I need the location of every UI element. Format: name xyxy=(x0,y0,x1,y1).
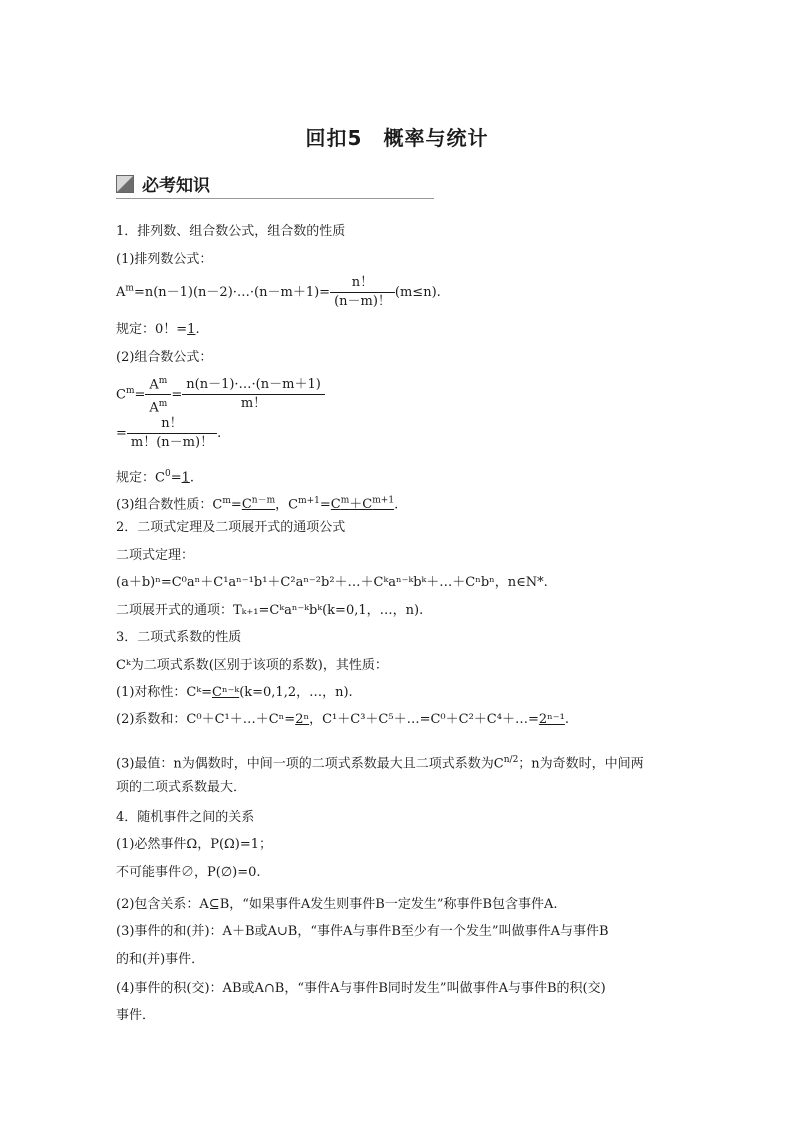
formula-part: = xyxy=(116,426,127,441)
text-line: (3)事件的和(并)：A＋B或A∪B，“事件A与事件B至少有一个发生”叫做事件A与事件B xyxy=(116,924,609,939)
fraction xyxy=(182,376,325,413)
answer-blank xyxy=(242,497,275,512)
text-part: ＋C xyxy=(349,497,373,513)
formula-sup: m xyxy=(125,386,135,396)
fraction-numerator: n！ xyxy=(161,416,183,431)
text-line: (2)包含关系：A⊆B，“如果事件A发生则事件B一定发生”称事件B包含事件A. xyxy=(116,897,558,912)
formula-sup: n/2 xyxy=(503,755,519,765)
text-part: . xyxy=(394,497,399,513)
text-part: (k=0,1,2，…，n). xyxy=(239,685,353,700)
combination-formula-2 xyxy=(116,415,221,452)
formula-sup: m+1 xyxy=(372,496,395,506)
text-part: . xyxy=(195,322,200,337)
text-part: ，C xyxy=(275,497,299,513)
formula-part: = xyxy=(171,387,183,403)
formula-sup: m xyxy=(158,399,168,410)
heading-3: 3．二项式系数的性质 xyxy=(116,630,242,645)
formula-sup: m xyxy=(222,496,231,506)
section-label: 必考知识 xyxy=(142,176,210,196)
text-line: 项的二项式系数最大． xyxy=(116,780,247,795)
answer-blank: 1 xyxy=(181,470,190,486)
permutation-formula xyxy=(116,274,441,311)
text-part: C xyxy=(241,497,252,513)
fraction-numerator: n(n－1)·…·(n－m＋1) xyxy=(186,377,321,393)
text-part: 规定：0！= xyxy=(116,322,188,337)
text-part: = xyxy=(170,470,182,486)
fraction-numerator xyxy=(145,372,171,394)
combination-formula xyxy=(116,372,325,418)
formula-sup: m+1 xyxy=(298,496,320,506)
text-part: ，C¹＋C³＋C⁵＋…=C⁰＋C²＋C⁴＋…= xyxy=(309,712,539,727)
general-term: 二项展开式的通项：Tₖ₊₁=Cᵏaⁿ⁻ᵏbᵏ(k=0,1，…，n). xyxy=(116,603,424,618)
text-line: Cᵏ为二项式系数(区别于该项的系数)，其性质： xyxy=(116,658,388,673)
formula-part: (m≤n). xyxy=(394,285,441,300)
text-part: ；n为奇数时，中间两 xyxy=(518,756,644,772)
fraction xyxy=(330,274,395,311)
text-part: = xyxy=(230,497,242,513)
text-line xyxy=(116,710,569,730)
text-line: 事件． xyxy=(116,1008,156,1023)
text-line: (2)组合数公式： xyxy=(116,350,213,365)
text-line: (1)排列数公式： xyxy=(116,252,213,267)
fraction-denominator: m！ xyxy=(182,394,325,413)
fraction xyxy=(145,372,171,418)
fraction-numerator: n！ xyxy=(351,275,374,290)
formula-sup: m xyxy=(340,496,350,506)
text-part: 规定：C xyxy=(116,470,165,486)
heading-4: 4．随机事件之间的关系 xyxy=(116,810,255,825)
text-line xyxy=(116,491,398,515)
formula-part: =n(n－1)(n－2)·…·(n－m＋1)= xyxy=(133,285,331,300)
formula-part: A xyxy=(149,377,159,393)
fraction xyxy=(127,415,217,452)
text-line xyxy=(116,464,194,488)
text-part: (3)组合数性质：C xyxy=(116,497,223,513)
text-part: . xyxy=(564,712,569,727)
answer-blank: 1 xyxy=(187,322,196,337)
formula-part: A xyxy=(116,285,126,300)
formula-sup: n－m xyxy=(251,496,276,506)
answer-blank xyxy=(331,497,394,512)
fraction-denominator: m！(n－m)！ xyxy=(127,433,217,452)
formula-sup: m xyxy=(125,283,134,294)
formula-part: A xyxy=(149,400,159,416)
fraction-denominator: (n－m)！ xyxy=(330,292,395,311)
heading-2: 2．二项式定理及二项展开式的通项公式 xyxy=(116,520,346,535)
text-part: = xyxy=(319,497,331,513)
formula-part: . xyxy=(217,426,222,441)
page-title: 回扣5 概率与统计 xyxy=(305,126,489,150)
text-part: . xyxy=(189,470,195,486)
binomial-theorem: (a＋b)ⁿ=C⁰aⁿ＋C¹aⁿ⁻¹b¹＋C²aⁿ⁻²b²＋…＋Cᵏaⁿ⁻ᵏbᵏ＋…＋Cⁿbⁿ，n∈N*. xyxy=(116,575,548,590)
text-part: (1)对称性：Cᵏ= xyxy=(116,685,212,700)
text-part: (3)最值：n为偶数时，中间一项的二项式系数最大且二项式系数为C xyxy=(116,756,504,772)
text-line: 的和(并)事件． xyxy=(116,952,205,967)
formula-sup: 0 xyxy=(164,469,171,479)
heading-1: 1．排列数、组合数公式，组合数的性质 xyxy=(116,224,346,239)
formula-part: C xyxy=(116,387,126,403)
text-line xyxy=(116,750,644,774)
section-square-icon xyxy=(116,175,134,193)
formula-sup: m xyxy=(158,376,168,386)
section-header xyxy=(116,170,434,199)
text-part: (2)系数和：C⁰＋C¹＋…＋Cⁿ= xyxy=(116,712,296,727)
text-line: 二项式定理： xyxy=(116,548,195,563)
text-line: (1)必然事件Ω，P(Ω)=1； xyxy=(116,837,273,852)
text-line xyxy=(116,320,200,340)
answer-blank: 2ⁿ⁻¹ xyxy=(538,712,565,727)
answer-blank: 2ⁿ xyxy=(295,712,310,727)
text-line xyxy=(116,683,353,703)
text-line: (4)事件的积(交)：AB或A∩B，“事件A与事件B同时发生”叫做事件A与事件B的积(交) xyxy=(116,981,606,996)
text-line: 不可能事件∅，P(∅)=0. xyxy=(116,865,261,880)
answer-blank: Cⁿ⁻ᵏ xyxy=(212,685,240,700)
text-part: C xyxy=(330,497,341,513)
formula-part: = xyxy=(134,387,146,403)
